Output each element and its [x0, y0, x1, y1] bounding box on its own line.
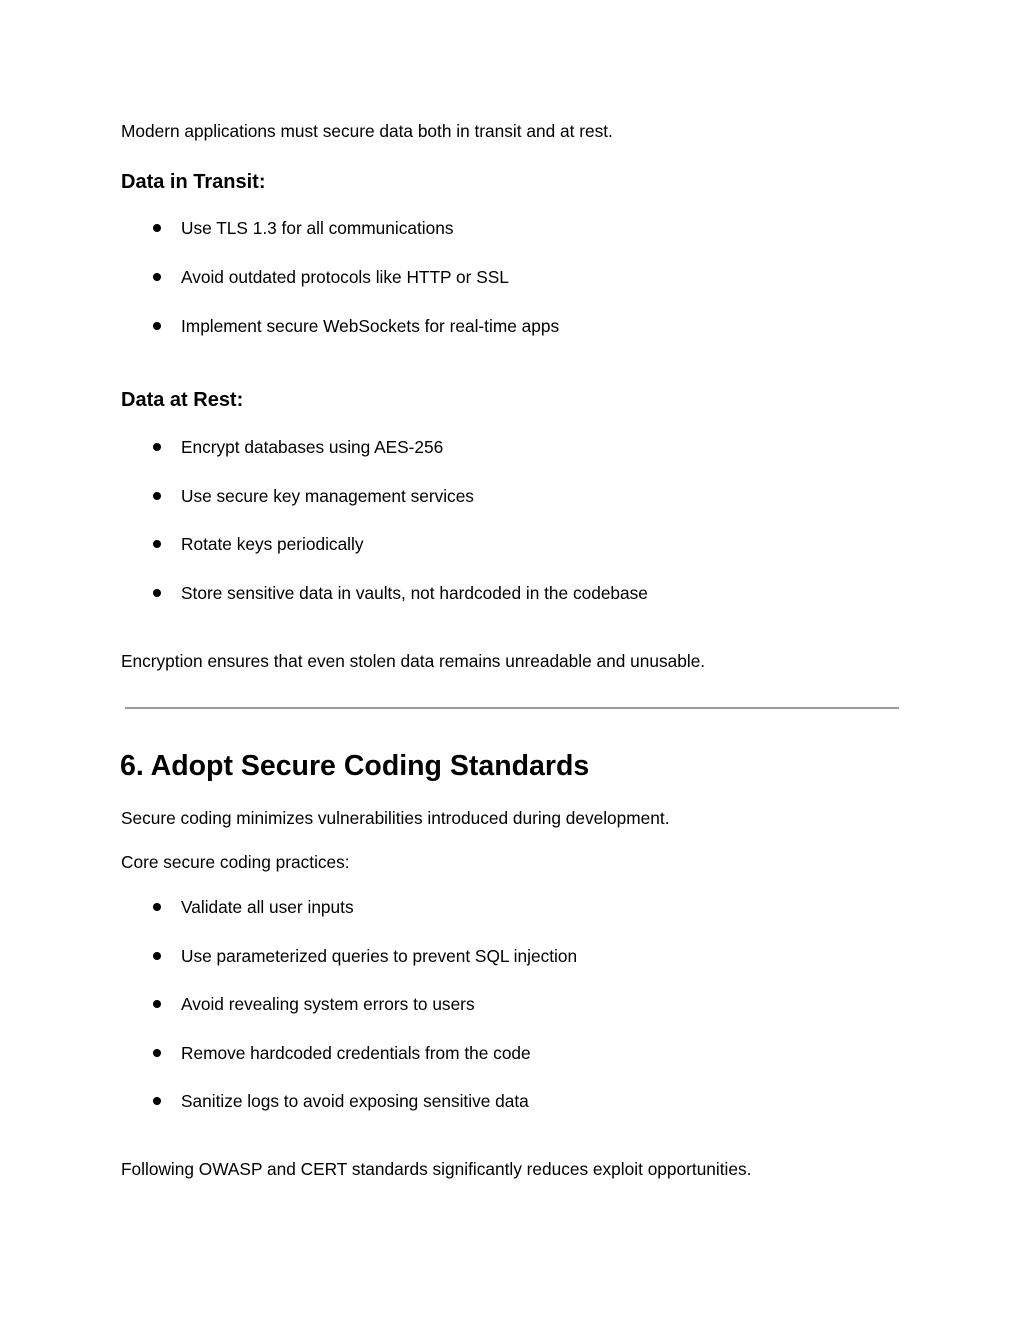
- list-item-text: Remove hardcoded credentials from the code: [181, 1043, 531, 1063]
- list-item-text: Implement secure WebSockets for real-time apps: [181, 316, 560, 336]
- list-item-text: Encrypt databases using AES-256: [181, 437, 444, 457]
- bullet-icon: [153, 1049, 161, 1057]
- bullet-icon: [153, 540, 161, 548]
- encryption-conclusion: Encryption ensures that even stolen data remains unreadable and unusable.: [121, 651, 706, 671]
- bullet-icon: [153, 273, 161, 281]
- bullet-icon: [153, 443, 161, 451]
- list-item-text: Sanitize logs to avoid exposing sensitive data: [181, 1091, 529, 1111]
- list-item-text: Avoid revealing system errors to users: [181, 994, 475, 1014]
- list-item-text: Avoid outdated protocols like HTTP or SSL: [181, 267, 509, 287]
- bullet-icon: [153, 224, 161, 232]
- data-in-transit-heading: Data in Transit:: [121, 171, 266, 193]
- bullet-icon: [153, 322, 161, 330]
- section-6-intro: Secure coding minimizes vulnerabilities introduced during development.: [121, 808, 670, 828]
- section-6-heading: 6. Adopt Secure Coding Standards: [120, 750, 590, 782]
- bullet-icon: [153, 589, 161, 597]
- list-item-text: Use parameterized queries to prevent SQL injection: [181, 946, 578, 966]
- list-item-text: Use TLS 1.3 for all communications: [181, 218, 454, 238]
- bullet-icon: [153, 952, 161, 960]
- list-item-text: Store sensitive data in vaults, not hardcoded in the codebase: [181, 583, 648, 603]
- data-at-rest-heading: Data at Rest:: [121, 389, 244, 411]
- bullet-icon: [153, 1000, 161, 1008]
- section-divider: [125, 707, 899, 709]
- list-item-text: Validate all user inputs: [181, 897, 354, 917]
- owasp-conclusion: Following OWASP and CERT standards significantly reduces exploit opportunities.: [121, 1159, 752, 1179]
- bullet-icon: [153, 903, 161, 911]
- bullet-icon: [153, 492, 161, 500]
- practices-label: Core secure coding practices:: [121, 852, 350, 872]
- list-item-text: Rotate keys periodically: [181, 534, 364, 554]
- list-item-text: Use secure key management services: [181, 486, 474, 506]
- intro-paragraph: Modern applications must secure data both in transit and at rest.: [121, 121, 613, 141]
- bullet-icon: [153, 1097, 161, 1105]
